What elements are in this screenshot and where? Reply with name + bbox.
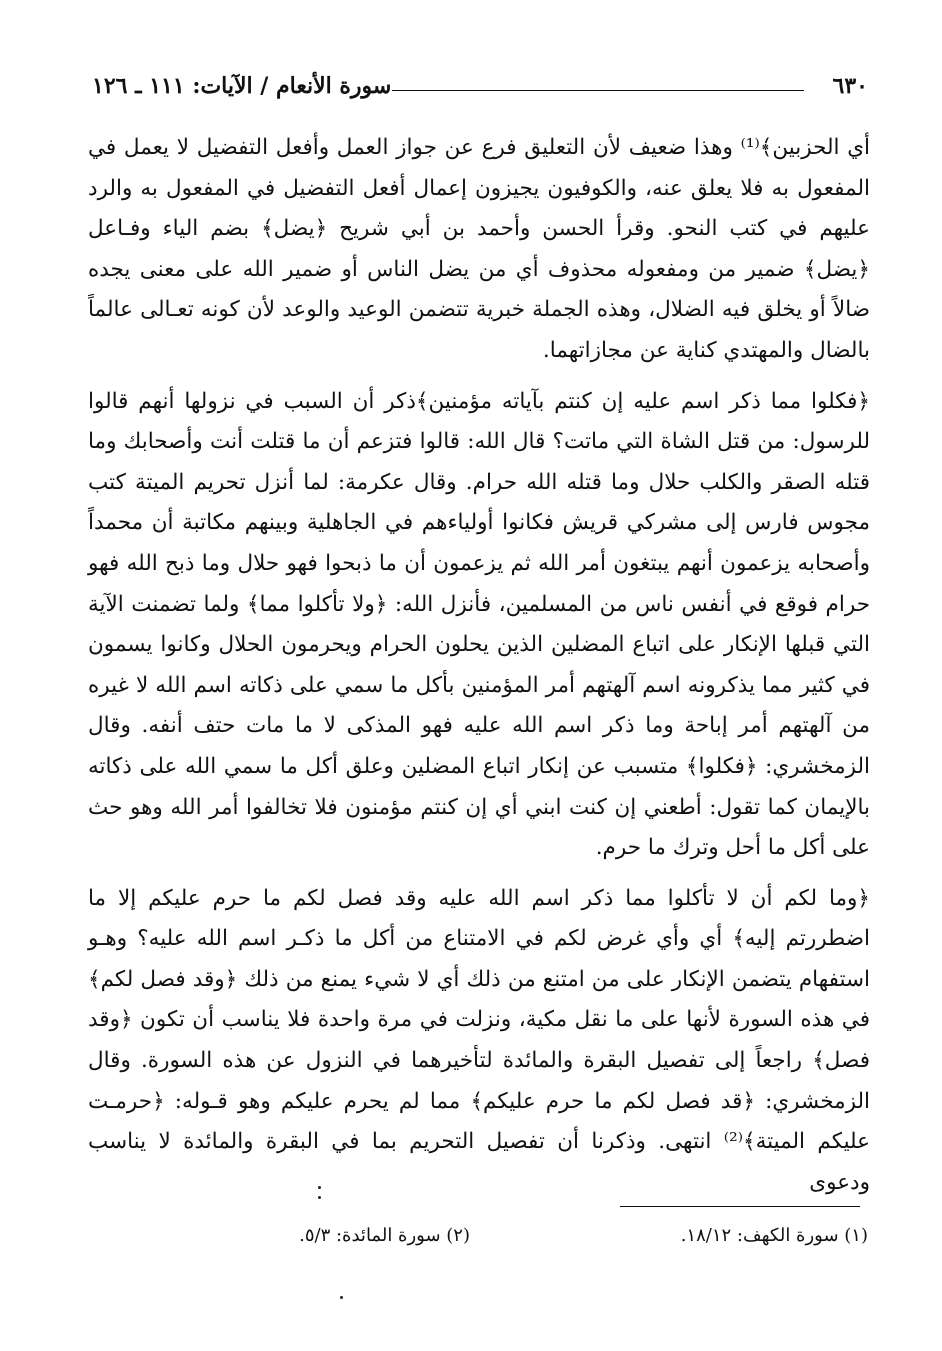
paragraph-1: أي الحزبين﴾⁽¹⁾ وهذا ضعيف لأن التعليق فرع عن جواز العمل وأفعل التفضيل لا يعمل في المفعول به فلا يعلق عنه، والكوفيون يجيزون إعمال أفعل التفضيل في المفعول به والرد عليهم في كتب النحو. وقرأ الحسن وأحمد بن أبي شريح ﴿يضل﴾ بضم الياء وفـاعل ﴿يضل﴾ ضمير من ومفعوله محذوف أي من يضل الناس أو ضمير الله على معنى يجده ضالاً أو يخلق فيه الضلال، وهذه الجملة خبرية تتضمن الوعيد والوعد لأن كونه تعـالى عالماً بالضال والمهتدي كناية عن مجازاتهما. [88, 135, 871, 363]
stray-mark [340, 1296, 343, 1299]
page-number: ٦٣٠ [832, 73, 868, 99]
stray-mark [318, 1196, 321, 1199]
page-header [92, 70, 868, 102]
paragraph-2: ﴿فكلوا مما ذكر اسم عليه إن كنتم بآياته مؤمنين﴾ذكر أن السبب في نزولها أنهم قالوا للرسول: من قتل الشاة التي ماتت؟ قال الله: قالوا فتزعم أن ما قتلت أنت وأصحابك وما قتله الصقر والكلب حلال وما قتله الله حرام. وقال عكرمة: لما أنزل تحريم الميتة كتب مجوس فارس إلى مشركي قريش فكانوا أولياءهم في الجاهلية وبينهم مكاتبة أن محمداً وأصحابه يزعمون أنهم يبتغون أمر الله ثم يزعمون أن ما ذبحوا فهو حلال وما ذبح الله فهو حرام فوقع في أنفس ناس من المسلمين، فأنزل الله: ﴿ولا تأكلوا مما﴾ ولما تضمنت الآية التي قبلها الإنكار على اتباع المضلين الذين يحلون الحرام ويحرمون الحلال وكانوا يسمون في كثير مما يذكرونه اسم آلهتهم أمر المؤمنين بأكل ما سمي على ذكاته اسم الله لا غيره من آلهتهم أمر إباحة وما ذكر اسم الله عليه فهو المذكى لا ما مات حتف أنفه. وقال الزمخشري: ﴿فكلوا﴾ متسبب عن إنكار اتباع المضلين وعلق أكل ما سمي الله على ذكاته بالإيمان كما تقول: أطعني إن كنت ابني أي إن كنتم مؤمنون فلا تخالفوا أمر الله وهو حث على أكل ما أحل وترك ما حرم. [88, 388, 870, 861]
footnote-rule [620, 1206, 860, 1207]
running-title: سورة الأنعام / الآيات: ١١١ ـ ١٢٦ [92, 73, 392, 99]
main-text [88, 128, 870, 1203]
footnotes [80, 1221, 870, 1251]
footnote-2: (٢) سورة المائدة: ٥/٣. [299, 1225, 470, 1246]
stray-mark [318, 1186, 321, 1189]
footnote-1: (١) سورة الكهف: ١٨/١٢. [680, 1225, 868, 1246]
paragraph-3: ﴿وما لكم أن لا تأكلوا مما ذكر اسم الله عليه وقد فصل لكم ما حرم عليكم إلا ما اضطررتم إليه﴾ أي وأي غرض لكم في الامتناع من أكل ما ذكـر اسم الله عليه؟ وهـو استفهام يتضمن الإنكار على من امتنع من ذلك أي لا شيء يمنع من ذلك ﴿وقد فصل لكم﴾ في هذه السورة لأنها على ما نقل مكية، ونزلت في مرة واحدة فلا يناسب أن تكون ﴿وقد فصل﴾ راجعاً إلى تفصيل البقرة والمائدة لتأخيرهما في النزول عن هذه السورة. وقال الزمخشري: ﴿قد فصل لكم ما حرم عليكم﴾ مما لم يحرم عليكم وهو قـوله: ﴿حرمـت عليكم الميتة﴾⁽²⁾ انتهى. وذكرنا أن تفصيل التحريم بما في البقرة والمائدة لا يناسب ودعوى [88, 885, 870, 1195]
header-rule [392, 90, 804, 91]
